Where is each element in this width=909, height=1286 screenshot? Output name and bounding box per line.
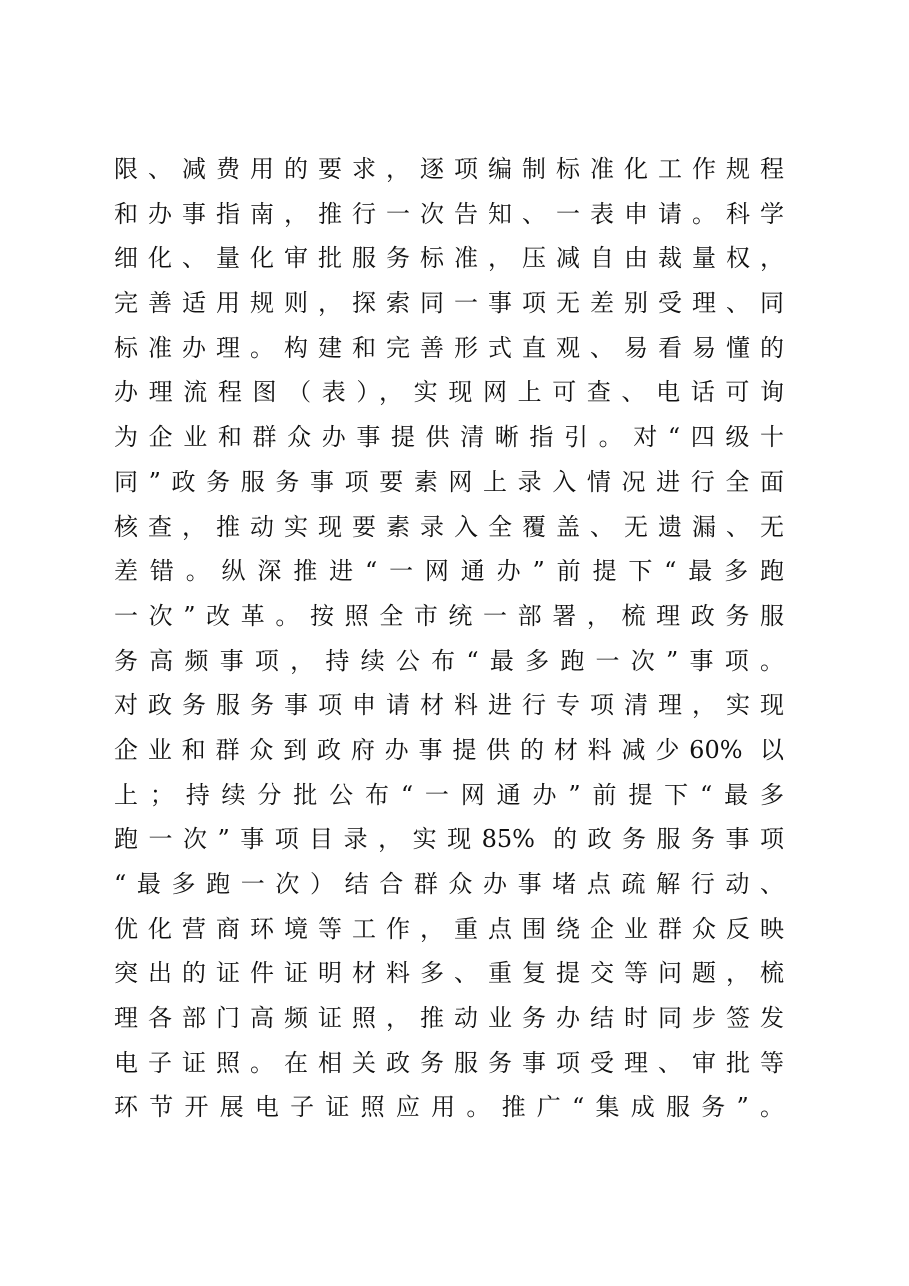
text-line-18: 优化营商环境等工作，重点围绕企业群众反映 bbox=[114, 914, 784, 943]
text-line-4: 完善适用规则，探索同一事项无差别受理、同 bbox=[114, 289, 784, 318]
body-paragraph bbox=[114, 147, 784, 1130]
text-line-2: 和办事指南，推行一次告知、一表申请。科学 bbox=[114, 199, 784, 228]
text-line-9: 核查，推动实现要素录入全覆盖、无遗漏、无 bbox=[114, 512, 784, 541]
text-line-16: 跑一次”事项目录，实现85% 的政务服务事项 bbox=[114, 825, 784, 854]
text-line-15: 上；持续分批公布“一网通办”前提下“最多 bbox=[114, 780, 784, 809]
text-line-14: 企业和群众到政府办事提供的材料减少60% 以 bbox=[114, 735, 784, 764]
text-line-8: 同”政务服务事项要素网上录入情况进行全面 bbox=[114, 467, 784, 496]
text-line-10: 差错。纵深推进“一网通办”前提下“最多跑 bbox=[114, 557, 784, 586]
text-line-13: 对政务服务事项申请材料进行专项清理，实现 bbox=[114, 691, 784, 720]
text-line-3: 细化、量化审批服务标准，压减自由裁量权， bbox=[114, 244, 784, 273]
text-line-5: 标准办理。构建和完善形式直观、易看易懂的 bbox=[114, 333, 784, 362]
text-line-21: 电子证照。在相关政务服务事项受理、审批等 bbox=[114, 1048, 784, 1077]
text-line-22: 环节开展电子证照应用。推广“集成服务”。 bbox=[114, 1093, 784, 1122]
text-line-12: 务高频事项，持续公布“最多跑一次”事项。 bbox=[114, 646, 784, 675]
text-line-17: “最多跑一次）结合群众办事堵点疏解行动、 bbox=[114, 870, 784, 898]
text-line-20: 理各部门高频证照，推动业务办结时同步签发 bbox=[114, 1004, 784, 1033]
text-line-6: 办理流程图（表），实现网上可查、电话可询 bbox=[114, 378, 784, 407]
text-line-7: 为企业和群众办事提供清晰指引。对“四级十 bbox=[114, 423, 784, 452]
text-line-19: 突出的证件证明材料多、重复提交等问题，梳 bbox=[114, 959, 784, 988]
text-line-1: 限、减费用的要求，逐项编制标准化工作规程 bbox=[114, 155, 784, 183]
text-line-11: 一次”改革。按照全市统一部署，梳理政务服 bbox=[114, 601, 784, 630]
